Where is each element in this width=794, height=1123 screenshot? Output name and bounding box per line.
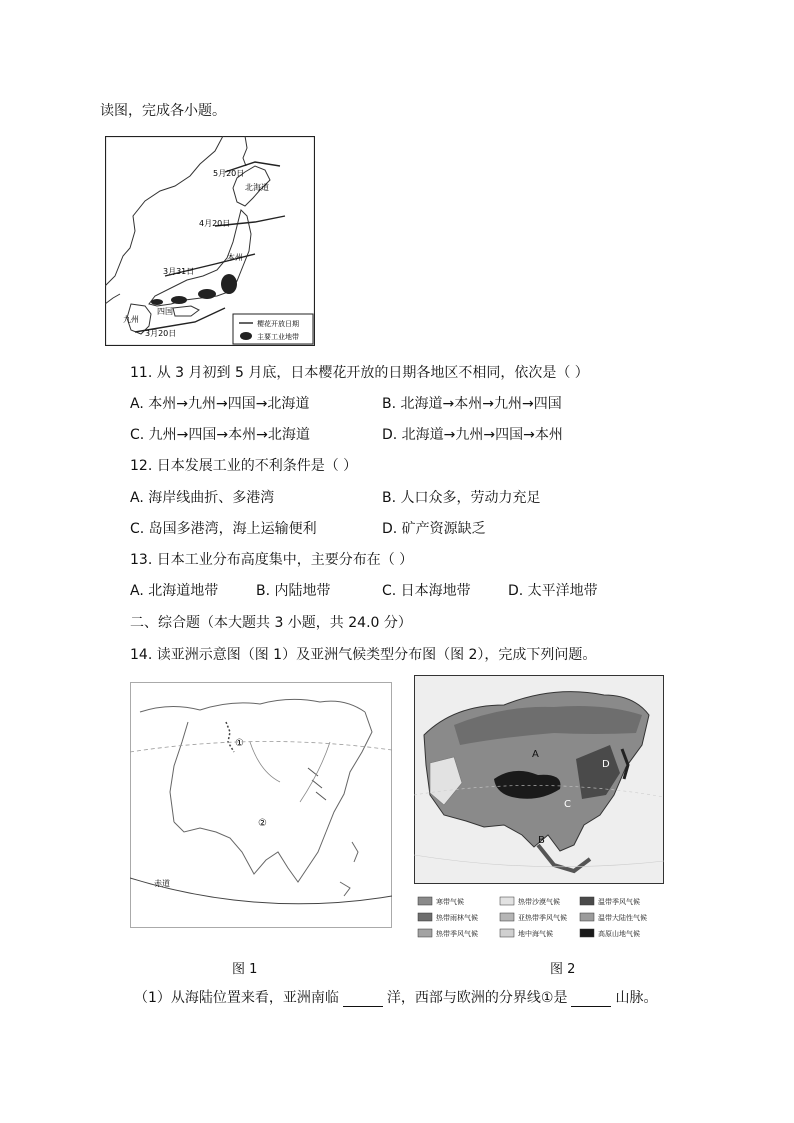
label-honshu: 本州	[227, 253, 243, 262]
fig2-label-c: C	[564, 799, 571, 810]
fig1-caption: 图 1	[232, 962, 258, 977]
intro-text: 读图，完成各小题。	[100, 103, 226, 119]
legend-cherry: 樱花开放日期	[257, 320, 299, 328]
legend-tropical-rainforest: 热带雨林气候	[436, 914, 478, 922]
q12-option-d[interactable]: D. 矿产资源缺乏	[382, 521, 486, 537]
label-shikoku: 四国	[157, 307, 173, 316]
q14-sub1-part-b: 洋，西部与欧洲的分界线①是	[386, 990, 568, 1006]
fig2-label-d: D	[602, 759, 610, 770]
q11-option-a[interactable]: A. 本州→九州→四国→北海道	[130, 396, 310, 412]
legend-cold: 寒带气候	[436, 898, 464, 906]
q14-sub1	[134, 989, 657, 1007]
q11-option-b[interactable]: B. 北海道→本州→九州→四国	[382, 396, 562, 412]
legend-tropical-desert: 热带沙漠气候	[518, 898, 560, 906]
q12-option-a[interactable]: A. 海岸线曲折、多港湾	[130, 490, 275, 506]
fig1-label-1: ①	[235, 738, 244, 749]
fig1-label-2: ②	[258, 818, 267, 829]
q12-stem: 12. 日本发展工业的不利条件是（ ）	[130, 458, 358, 474]
q11-option-c[interactable]: C. 九州→四国→本州→北海道	[130, 427, 310, 443]
q11-option-d[interactable]: D. 北海道→九州→四国→本州	[382, 427, 563, 443]
label-kyushu: 九州	[123, 315, 139, 324]
legend-tropical-monsoon: 热带季风气候	[436, 930, 478, 938]
label-mar20: 3月20日	[145, 329, 177, 338]
q11-stem: 11. 从 3 月初到 5 月底，日本樱花开放的日期各地区不相同，依次是（ ）	[130, 365, 589, 381]
fig2-caption: 图 2	[550, 962, 576, 977]
q12-option-c[interactable]: C. 岛国多港湾，海上运输便利	[130, 521, 317, 537]
q14-sub1-part-a: （1）从海陆位置来看，亚洲南临	[134, 990, 339, 1006]
asia-map-figure-1	[130, 682, 392, 928]
japan-map	[105, 136, 315, 346]
q13-option-d[interactable]: D. 太平洋地带	[508, 583, 598, 599]
label-mar31: 3月31日	[163, 267, 195, 276]
q13-option-c[interactable]: C. 日本海地带	[382, 583, 471, 599]
q14-sub1-part-c: 山脉。	[615, 990, 658, 1006]
q13-option-a[interactable]: A. 北海道地带	[130, 583, 219, 599]
label-hokkaido: 北海道	[245, 183, 269, 192]
answer-blank-ocean[interactable]	[343, 992, 383, 1007]
fig2-label-b: B	[538, 835, 545, 846]
q13-stem: 13. 日本工业分布高度集中，主要分布在（ ）	[130, 552, 414, 568]
legend-temperate-monsoon: 温带季风气候	[598, 898, 640, 906]
section-heading: 二、综合题（本大题共 3 小题，共 24.0 分）	[130, 615, 412, 631]
asia-climate-map-figure-2	[414, 675, 664, 945]
q12-option-b[interactable]: B. 人口众多，劳动力充足	[382, 490, 541, 506]
legend-industry: 主要工业地带	[257, 333, 299, 341]
fig2-label-a: A	[532, 749, 539, 760]
legend-plateau-mountain: 高原山地气候	[598, 930, 640, 938]
q13-option-b[interactable]: B. 内陆地带	[256, 583, 331, 599]
answer-blank-mountain[interactable]	[571, 992, 611, 1007]
label-apr20: 4月20日	[199, 219, 231, 228]
legend-temperate-continental: 温带大陆性气候	[598, 914, 647, 922]
legend-subtropical-monsoon: 亚热带季风气候	[518, 914, 567, 922]
fig1-label-equator: 赤道	[154, 879, 170, 888]
label-may20: 5月20日	[213, 169, 245, 178]
legend-mediterranean: 地中海气候	[518, 930, 553, 938]
q14-stem: 14. 读亚洲示意图（图 1）及亚洲气候类型分布图（图 2），完成下列问题。	[130, 647, 597, 663]
